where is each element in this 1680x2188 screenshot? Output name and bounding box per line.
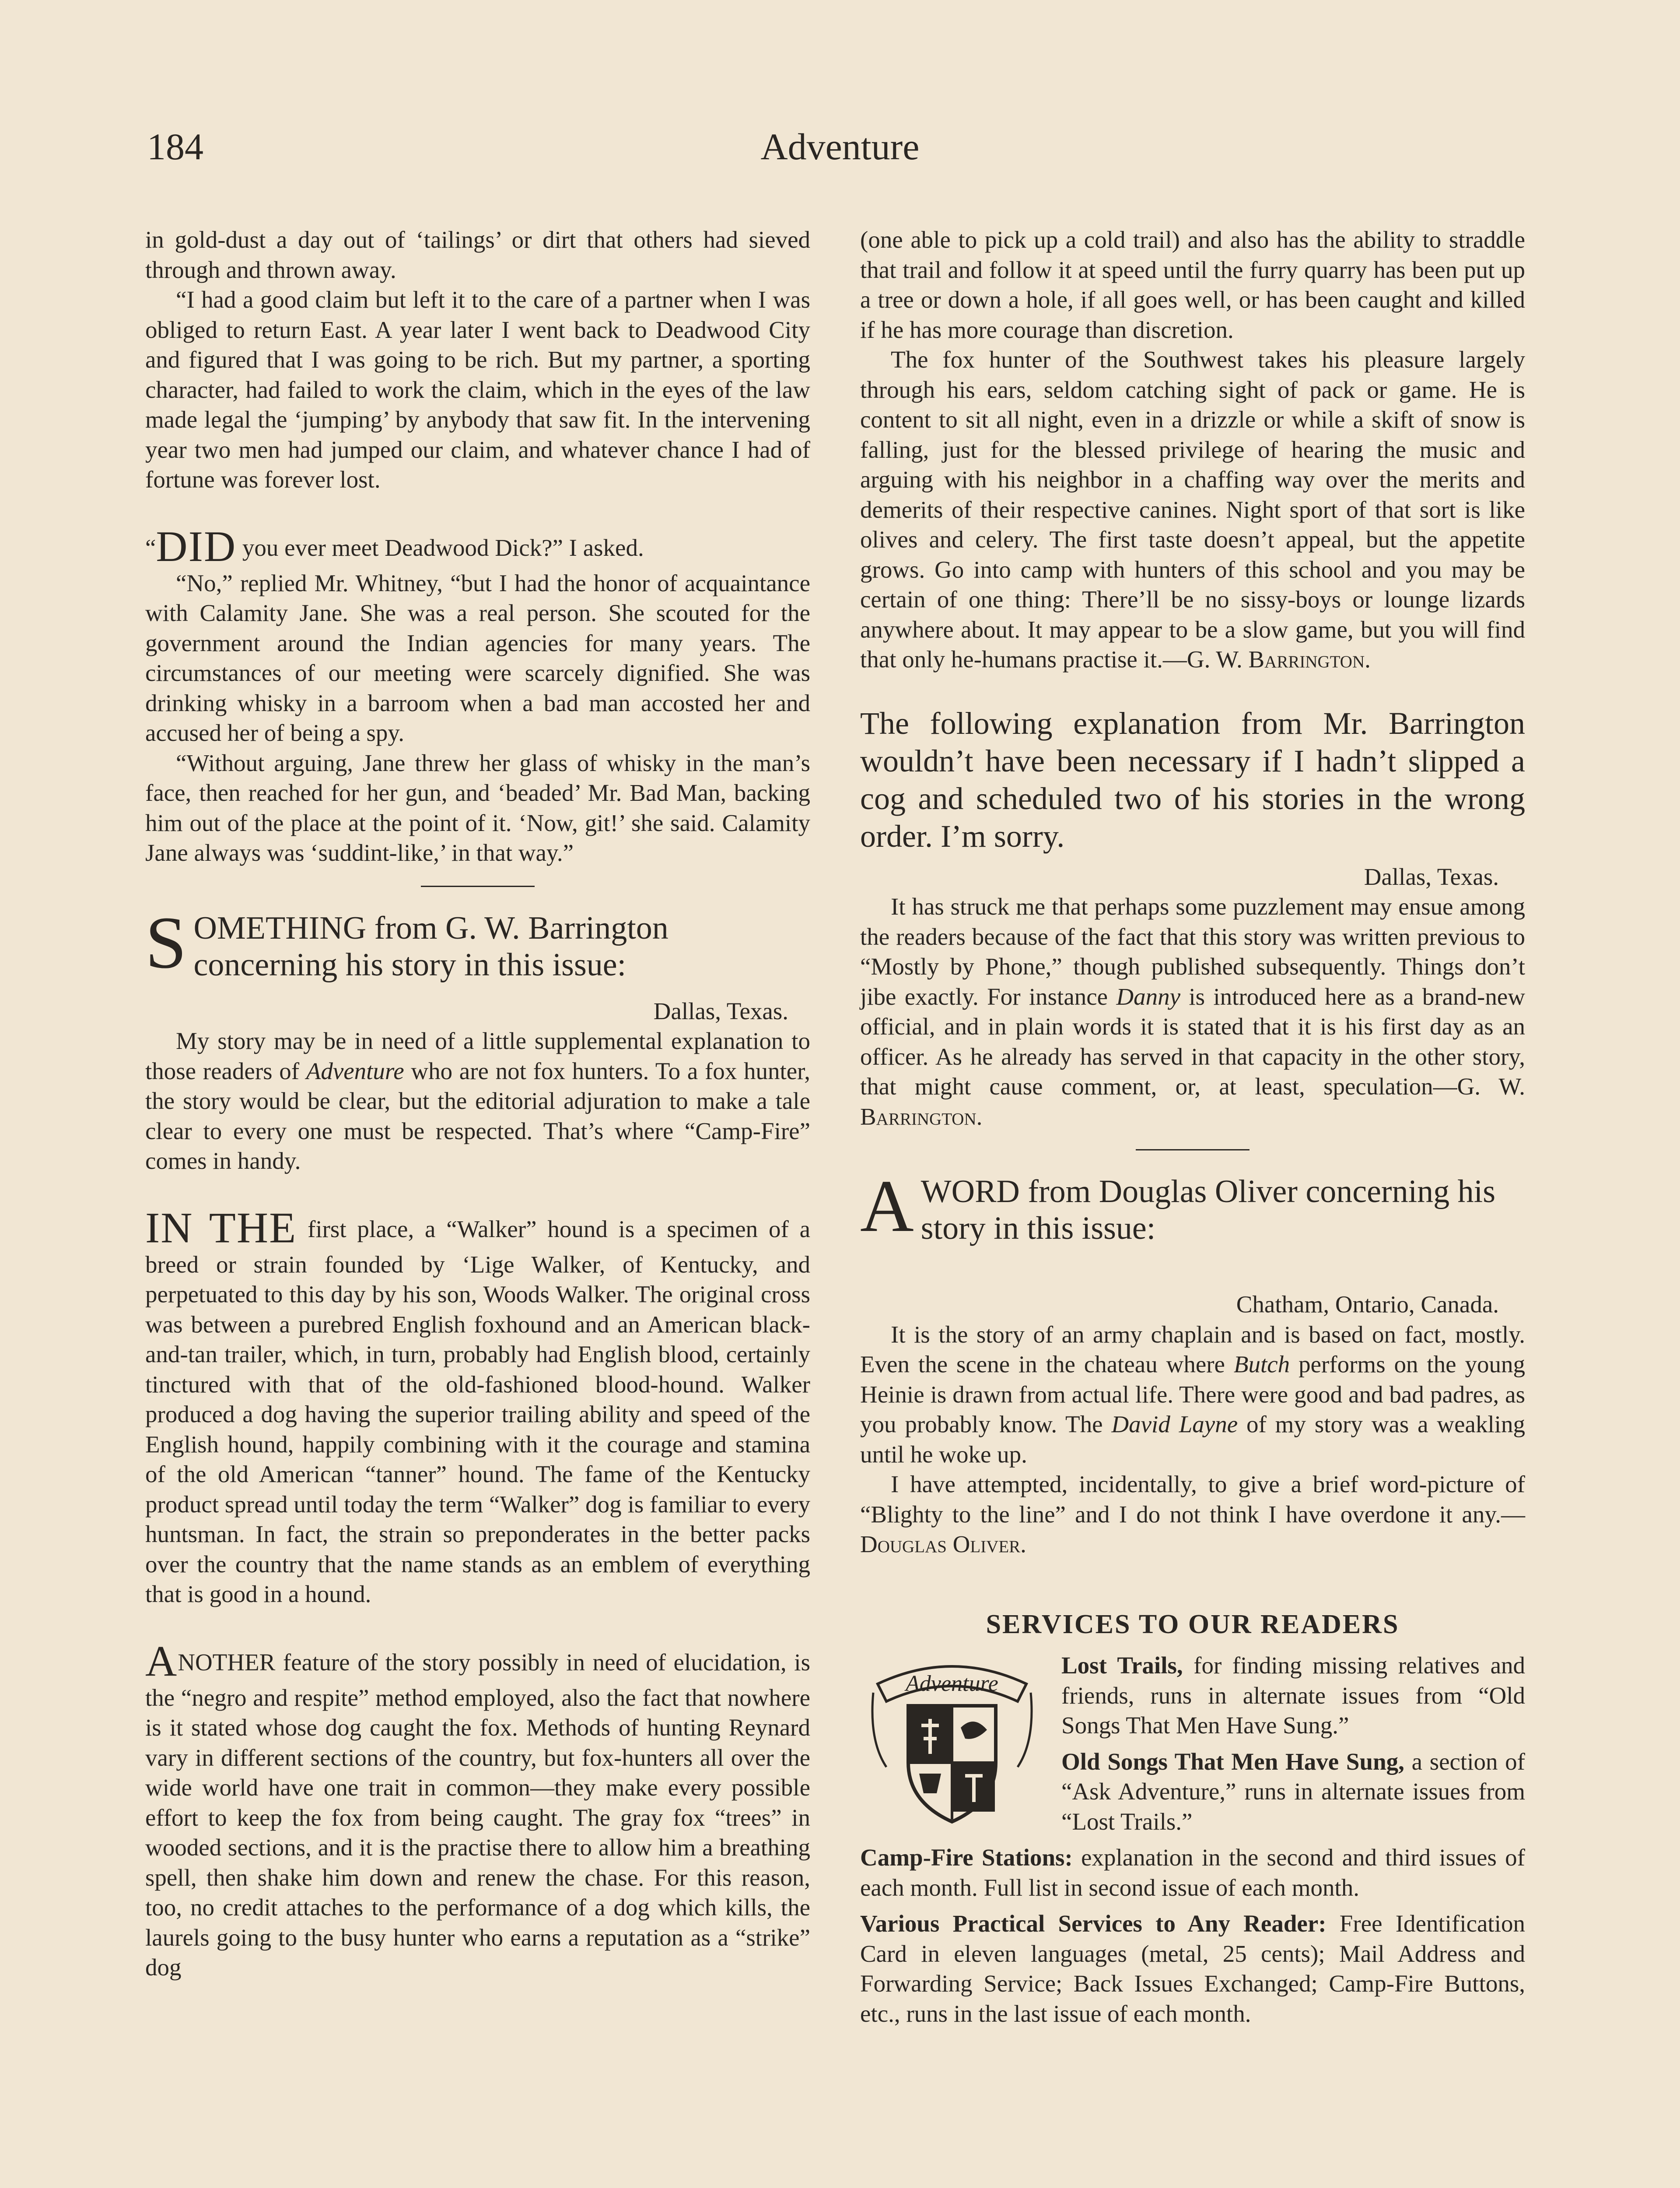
paragraph: in gold-dust a day out of ‘tailings’ or dirt that others had sieved through and thrown away. <box>145 226 810 283</box>
service-item: Various Practical Services to Any Reader: Free Identification Card in eleven languages (metal, 25 cents); Mail Address and Forwarding Service; Back Issues Exchanged; Camp-Fire Buttons, etc., runs in the last issue of each month. <box>860 1910 1525 2027</box>
drop-cap: S <box>145 901 187 984</box>
paragraph: It has struck me that perhaps some puzzlement may ensue among the readers because of the fact that this story was written previous to “Mostly by Phone,” though published subsequently. Things don’t jibe exactly. For instance Danny is introduced here as a brand-new official, and in plain words it is stated that it is his first day as an officer. As he already has served in that capacity in the other story, that might cause comment, or, at least, speculation—G. W. Barrington. <box>860 893 1525 1130</box>
service-item: Old Songs That Men Have Sung, a section of “Ask Adventure,” runs in alternate issues from “Lost Trails.” <box>1061 1748 1525 1835</box>
dateline: Dallas, Texas. <box>653 997 788 1024</box>
paragraph: “No,” replied Mr. Whitney, “but I had the honor of acquaintance with Calamity Jane. She was a real person. She scouted for the government around the Indian agencies for many years. The circumstances of our meeting were scarcely dignified. She was drinking whisky in a barroom when a bad man accosted her and accused her of being a spy. <box>145 569 810 746</box>
paragraph-dropcap: ANOTHER feature of the story possibly in need of elucidation, is the “negro and respite” method employed, also the fact that nowhere is it stated whose dog caught the fox. Methods of hunting Reynard vary in different sections of the country, but fox-hunters all over the wide world have one trait in common—they make every possible effort to keep the fox from being caught. The gray fox “trees” in wooded sections, and it is the practise there to allow him a breathing spell, then shake him down and renew the chase. For this reason, too, no credit attaches to the performance of a dog which kills, the laurels going to the busy hunter who earns a reputation as a “strike” dog <box>145 1636 810 1981</box>
drop-cap: IN THE <box>145 1203 297 1252</box>
paragraph-dropcap: “DID you ever meet Deadwood Dick?” I asked. <box>145 522 644 571</box>
crest-icon <box>860 1653 1044 1828</box>
service-item: Camp-Fire Stations: explanation in the second and third issues of each month. Full list in second issue of each month. <box>860 1844 1525 1901</box>
left-column <box>145 225 810 1983</box>
paragraph: It is the story of an army chaplain and is based on fact, mostly. Even the scene in the chateau where Butch performs on the young Heinie is drawn from actual life. There were good and bad padres, as you probably know. The David Layne of my story was a weakling until he woke up. <box>860 1321 1526 1468</box>
running-title: Adventure <box>760 126 920 168</box>
page-number: 184 <box>147 126 203 168</box>
drop-cap: A <box>860 1165 914 1247</box>
dateline: Chatham, Ontario, Canada. <box>1236 1291 1499 1318</box>
section-divider <box>1136 1149 1250 1150</box>
right-column <box>860 225 1525 2035</box>
paragraph: “I had a good claim but left it to the care of a partner when I was obliged to return East. A year later I went back to Deadwood City and figured that I was going to be rich. But my partner, a sporting character, had failed to work the claim, which in the eyes of the law made legal the ‘jumping’ by anybody that saw fit. In the intervening year two men had jumped our claim, and whatever chance I had of fortune was forever lost. <box>145 286 810 493</box>
dateline: Dallas, Texas. <box>1364 863 1499 890</box>
editor-note: The following explanation from Mr. Barrington wouldn’t have been necessary if I hadn’t slipped a cog and scheduled two of his stories in the wrong order. I’m sorry. <box>860 705 1525 854</box>
services-title: SERVICES TO OUR READERS <box>986 1609 1400 1639</box>
adventure-crest-logo <box>860 1653 1044 1828</box>
paragraph: I have attempted, incidentally, to give a brief word-picture of “Blighty to the line” and I do not think I have overdone it any.—Douglas Oliver. <box>860 1471 1525 1557</box>
paragraph: “Without arguing, Jane threw her glass of whisky in the man’s face, then reached for her gun, and ‘beaded’ Mr. Bad Man, backing him out of the place at the point of it. ‘Now, git!’ she said. Calamity Jane always was ‘suddint-like,’ in that way.” <box>145 749 810 866</box>
svg-text:Adventure: Adventure <box>906 1671 998 1696</box>
paragraph: My story may be in need of a little supplemental explanation to those readers of Adventure who are not fox hunters. To a fox hunter, the story would be clear, but the editorial adjuration to make a tale clear to every one must be respected. That’s where “Camp-Fire” comes in handy. <box>145 1027 810 1174</box>
paragraph: The fox hunter of the Southwest takes his pleasure largely through his ears, seldom catching sight of pack or game. He is content to sit all night, even in a drizzle or while a skift of snow is falling, just for the blessed privilege of hearing the music and arguing with his neighbor in a chaffing way over the merits and demerits of their respective canines. Night sport of that sort is like olives and celery. The first taste doesn’t appeal, but the appetite grows. Go into camp with hunters of this school and you may be certain of one thing: There’ll be no sissy-boys or lounge lizards anywhere about. It may appear to be a slow game, but you will find that only he-humans practise it.—G. W. Barrington. <box>860 346 1525 673</box>
drop-cap: DID <box>156 522 237 571</box>
section-divider <box>421 886 535 887</box>
paragraph: (one able to pick up a cold trail) and also has the ability to straddle that trail and follow it at speed until the furry quarry has been put up a tree or down a hole, if all goes well, or has been caught and killed if he has more courage than discretion. <box>860 226 1525 343</box>
paragraph-dropcap: IN THE first place, a “Walker” hound is a specimen of a breed or strain founded by ‘Lige Walker, of Kentucky, and perpetuated to this day by his son, Woods Walker. The original cross was between a purebred English foxhound and an American black-and-tan trailer, which, in turn, probably had English blood, certainly tinctured with that of the old-fashioned blood-hound. Walker produced a dog having the superior trailing ability and speed of the English hound, happily combining with it the courage and stamina of the old American “tanner” hound. The fame of the Kentucky product spread until today the term “Walker” dog is familiar to every huntsman. In fact, the strain so preponderates in the better packs over the country that the name stands as an emblem of everything that is good in a hound. <box>145 1203 811 1607</box>
drop-cap: A <box>145 1636 178 1685</box>
section-heading: SOMETHING from G. W. Barrington concerning his story in this issue: <box>145 901 668 984</box>
service-item: Lost Trails, for finding missing relatives and friends, runs in alternate issues from “Old Songs That Men Have Sung.” <box>1061 1652 1525 1739</box>
section-heading: A WORD from Douglas Oliver concerning his story in this issue: <box>860 1165 1495 1247</box>
